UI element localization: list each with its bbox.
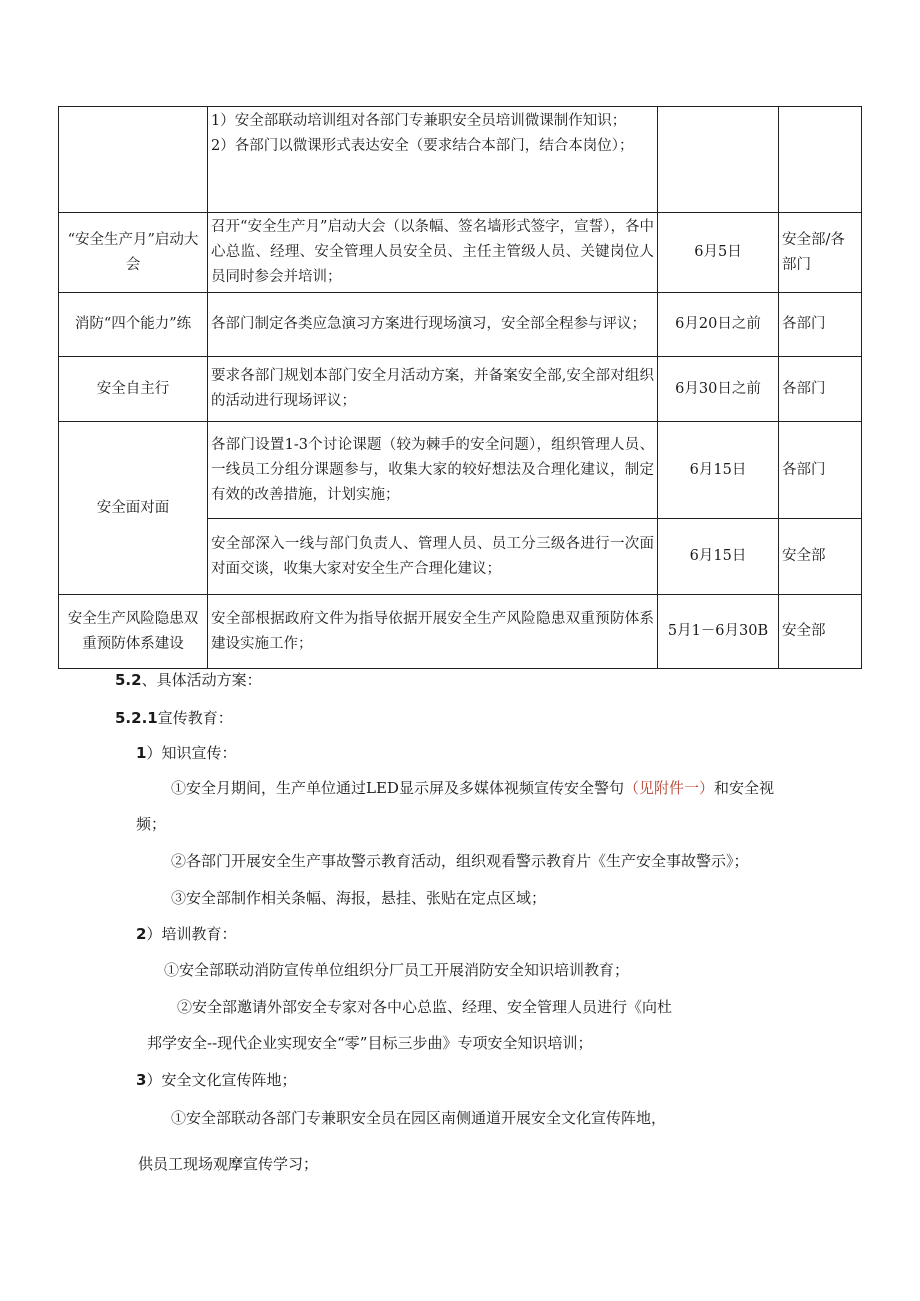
annex-reference: （见附件一） (623, 779, 714, 797)
table-row (59, 422, 862, 519)
dept-cell: 各部门 (779, 293, 862, 357)
content-cell: 安全部根据政府文件为指导依据开展安全生产风险隐患双重预防体系建设实施工作； (208, 595, 658, 669)
time-cell: 6月30日之前 (658, 357, 779, 422)
time-cell: 6月20日之前 (658, 293, 779, 357)
activity-cell: “安全生产月”启动大会 (59, 213, 208, 293)
table-row (59, 357, 862, 422)
paragraph-training-1: ①安全部联动消防宣传单位组织分厂员工开展消防安全知识培训教育； (164, 961, 630, 979)
dept-cell: 安全部/各部门 (779, 213, 862, 293)
dept-cell (779, 107, 862, 213)
paragraph-item-1: ①安全月期间，生产单位通过LED显示屏及多媒体视频宣传安全警句（见附件一）和安全视 (171, 779, 774, 797)
dept-cell: 各部门 (779, 357, 862, 422)
content-cell (208, 107, 658, 213)
dept-cell: 安全部 (779, 519, 862, 595)
table-row (59, 213, 862, 293)
paragraph-item-1-cont: 频； (136, 815, 167, 833)
subheading-culture: 3）安全文化宣传阵地； (136, 1071, 297, 1089)
time-cell: 6月15日 (658, 519, 779, 595)
time-cell: 6月5日 (658, 213, 779, 293)
dept-cell: 安全部 (779, 595, 862, 669)
time-cell: 5月1－6月30B (658, 595, 779, 669)
activity-cell: 安全自主行 (59, 357, 208, 422)
subheading-knowledge: 1）知识宣传： (136, 744, 237, 762)
content-cell: 各部门设置1-3个讨论课题（较为棘手的安全问题），组织管理人员、一线员工分组分课题参与，收集大家的较好想法及合理化建议，制定有效的改善措施，计划实施； (208, 422, 658, 519)
table-row (59, 595, 862, 669)
activity-cell: 消防“四个能力”练 (59, 293, 208, 357)
activity-cell (59, 107, 208, 213)
time-cell: 6月15日 (658, 422, 779, 519)
time-cell (658, 107, 779, 213)
content-cell: 召开“安全生产月”启动大会（以条幅、签名墙形式签字，宣誓），各中心总监、经理、安全管理人员安全员、主任主管级人员、关键岗位人员同时参会并培训； (208, 213, 658, 293)
paragraph-training-2-cont: 邦学安全--现代企业实现安全“零”目标三步曲》专项安全知识培训； (147, 1034, 593, 1052)
content-cell: 要求各部门规划本部门安全月活动方案，并备案安全部,安全部对组织的活动进行现场评议； (208, 357, 658, 422)
paragraph-item-3: ③安全部制作相关条幅、海报，悬挂、张贴在定点区域； (171, 889, 547, 907)
paragraph-culture-1: ①安全部联动各部门专兼职安全员在园区南侧通道开展安全文化宣传阵地， (171, 1109, 667, 1127)
table-row (59, 107, 862, 213)
paragraph-item-2: ②各部门开展安全生产事故警示教育活动，组织观看警示教育片《生产安全事故警示》； (171, 852, 749, 870)
heading-5-2: 5.2、具体活动方案： (115, 671, 262, 689)
paragraph-training-2: ②安全部邀请外部安全专家对各中心总监、经理、安全管理人员进行《向杜 (177, 998, 673, 1016)
dept-cell: 各部门 (779, 422, 862, 519)
subheading-training: 2）培训教育： (136, 925, 237, 943)
content-line: 1）安全部联动培训组对各部门专兼职安全员培训微课制作知识； (211, 113, 627, 129)
content-line: 2）各部门以微课形式表达安全（要求结合本部门，结合本岗位）； (211, 138, 634, 154)
content-cell: 各部门制定各类应急演习方案进行现场演习，安全部全程参与评议； (208, 293, 658, 357)
table-row (59, 293, 862, 357)
heading-5-2-1: 5.2.1宣传教育： (115, 709, 233, 727)
activity-cell: 安全生产风险隐患双重预防体系建设 (59, 595, 208, 669)
paragraph-culture-1-cont: 供员工现场观摩宣传学习； (138, 1155, 319, 1173)
activity-cell: 安全面对面 (59, 422, 208, 595)
activity-plan-table (58, 106, 862, 669)
content-cell: 安全部深入一线与部门负责人、管理人员、员工分三级各进行一次面对面交谈，收集大家对安全生产合理化建议； (208, 519, 658, 595)
